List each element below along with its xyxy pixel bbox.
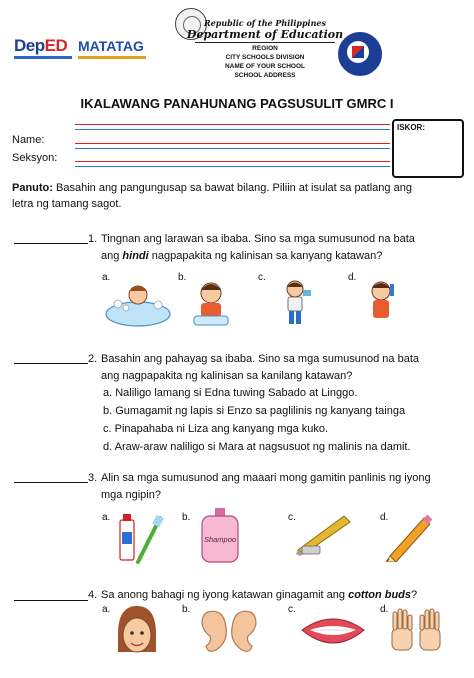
section-blue-line [75,166,390,167]
top-blue-line [75,129,390,130]
q1-option-c-label[interactable]: c. [258,272,266,283]
pencil-icon[interactable] [384,512,434,562]
q3-option-b-label[interactable]: b. [182,512,191,523]
answer-blank-3[interactable] [14,482,88,483]
header-divider [195,42,335,43]
school-address-text: SCHOOL ADDRESS [234,72,296,79]
q1-line2-end: nagpapakita ng kalinisan sa kanyang katawan? [148,250,383,262]
name-blue-line [75,148,390,149]
shampoo-label: Shampoo [203,535,237,544]
shampoo-bottle-icon[interactable] [196,506,244,564]
q4-line1-start: Sa anong bahagi ng iyong katawan ginagamit ang [101,589,349,601]
q3-line1: Alin sa mga sumusunod ang maaari mong gamitin panlinis ng iyong [101,472,431,484]
q4-option-c-label[interactable]: c. [288,604,296,615]
q2-choice-b[interactable]: b. Gumagamit ng lapis si Enzo sa paglilinis ng kanyang tainga [103,405,406,417]
q1-line1: Tingnan ang larawan sa ibaba. Sino sa mga sumusunod na bata [101,233,415,245]
q3-option-d-label[interactable]: d. [380,512,389,523]
page-title: IKALAWANG PANAHUNANG PAGSUSULIT GMRC I [80,96,394,111]
q1-number: 1. [88,233,98,245]
child-sneezing-icon[interactable] [270,278,320,328]
child-bathing-icon[interactable] [104,278,172,328]
division-text: CITY SCHOOLS DIVISION [225,54,305,61]
hands-icon[interactable] [388,606,444,654]
q1-option-b-label[interactable]: b. [178,272,187,283]
department-text: Department of Education [186,28,344,41]
school-name-text: NAME OF YOUR SCHOOL [224,63,306,70]
deped-seal-emblem [352,46,364,58]
section-field[interactable] [75,161,390,162]
q3-line2: mga ngipin? [101,489,161,501]
q2-choice-a[interactable]: a. Naliligo lamang si Edna tuwing Sabado at Linggo. [103,387,358,399]
section-label: Seksyon: [12,152,58,164]
deped-logo: DepED [14,36,68,55]
q2-line1: Basahin ang pahayag sa ibaba. Sino sa mga sumusunod na bata [101,353,420,365]
nail-clipper-icon[interactable] [294,510,354,558]
toothpaste-toothbrush-icon[interactable] [114,512,170,564]
name-field[interactable] [75,143,390,144]
q4-number: 4. [88,589,98,601]
matatag-logo-underline [78,56,146,59]
q1-option-d-label[interactable]: d. [348,272,357,283]
q3-option-c-label[interactable]: c. [288,512,296,523]
deped-logo-underline [14,56,72,59]
top-red-line [75,124,390,125]
name-label: Name: [12,134,45,146]
q4-option-b-label[interactable]: b. [182,604,191,615]
q2-number: 2. [88,353,98,365]
q2-choice-c[interactable]: c. Pinapahaba ni Liza ang kanyang mga kuko. [103,423,329,435]
answer-blank-4[interactable] [14,600,88,601]
q4-emphasis: cotton buds [348,589,412,601]
instructions-line1: Basahin ang pangungusap sa bawat bilang. Piliin at isulat sa patlang ang [56,182,412,194]
q2-line2: ang nagpapakita ng kalinisan sa kanilang katawan? [101,370,353,382]
q4-line1 [101,588,471,602]
region-text: REGION [252,45,278,52]
answer-blank-1[interactable] [14,243,88,244]
q1-option-a-label[interactable]: a. [102,272,111,283]
ears-icon[interactable] [198,606,260,656]
q1-emphasis: hindi [122,250,149,262]
mouth-icon[interactable] [300,612,366,652]
q1-line2 [101,249,471,263]
q4-option-a-label[interactable]: a. [102,604,111,615]
instructions-label: Panuto: [12,182,53,194]
republic-text: Republic of the Philippines [203,18,326,28]
instructions [12,181,467,195]
answer-blank-2[interactable] [14,363,88,364]
child-grooming-icon[interactable] [360,278,402,328]
matatag-logo: MATATAG [78,38,144,54]
instructions-line2: letra ng tamang sagot. [12,198,122,210]
q4-option-d-label[interactable]: d. [380,604,389,615]
child-washing-hands-icon[interactable] [186,278,236,328]
q3-number: 3. [88,472,98,484]
score-label: ISKOR: [397,123,425,132]
q3-option-a-label[interactable]: a. [102,512,111,523]
q2-choice-d[interactable]: d. Araw-araw naliligo si Mara at nagsusuot ng malinis na damit. [103,441,411,453]
q4-line1-end: ? [411,589,418,601]
q1-line2-start: ang [101,250,123,262]
face-icon[interactable] [112,604,162,660]
